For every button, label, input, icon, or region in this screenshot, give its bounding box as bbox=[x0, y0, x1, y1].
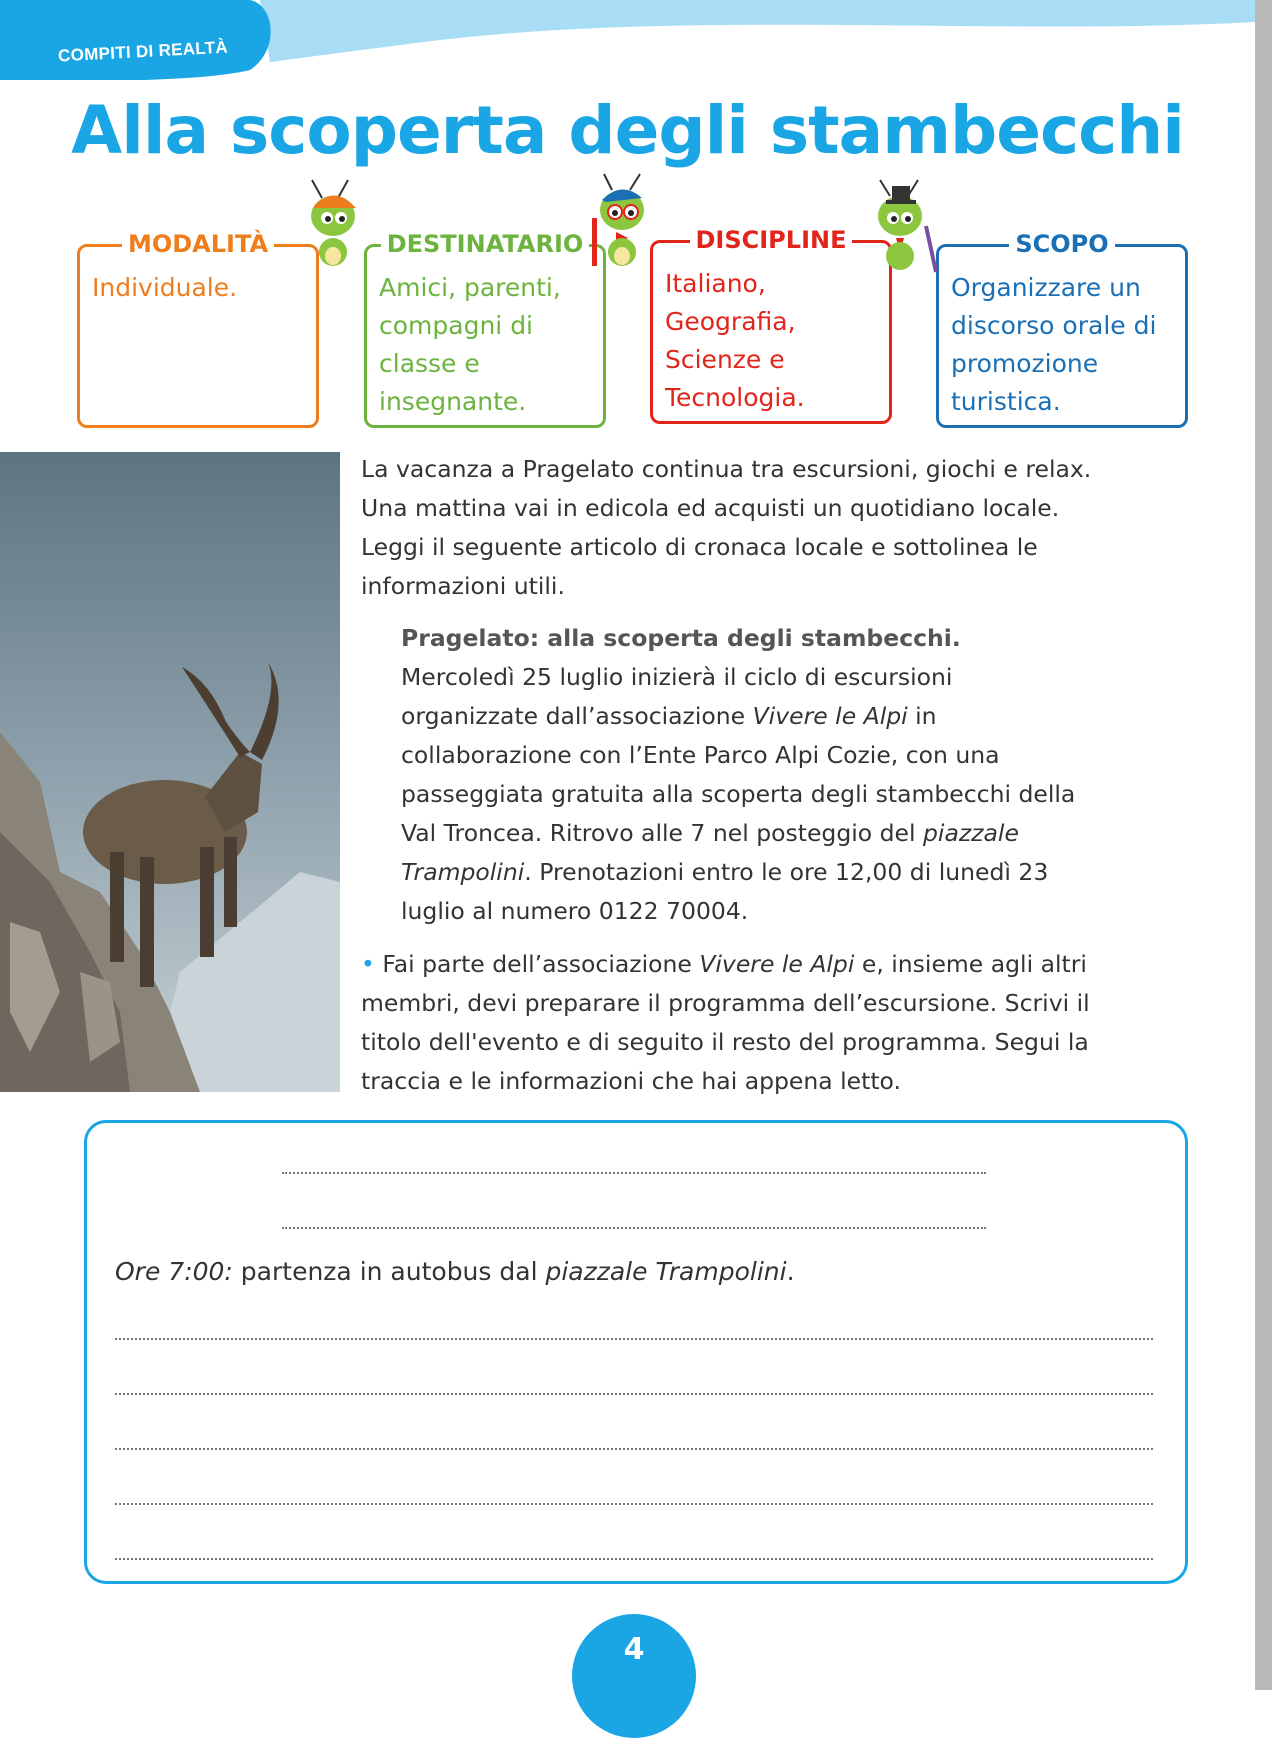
article-line: Mercoledì 25 luglio inizierà il ciclo di escursioni bbox=[401, 663, 953, 691]
box-modalita-label: MODALITÀ bbox=[122, 230, 274, 258]
article-line: luglio al numero 0122 70004. bbox=[401, 897, 749, 925]
page-number: 4 bbox=[623, 1632, 645, 1667]
ant-mascot-orange-cap-icon bbox=[300, 176, 370, 276]
box-discipline-text: Italiano, Geografia, Scienze e Tecnologia. bbox=[665, 269, 805, 412]
article-title: Pragelato: alla scoperta degli stambecchi. bbox=[401, 624, 961, 652]
schedule-line: Ore 7:00: partenza in autobus dal piazzale Trampolini. bbox=[115, 1257, 795, 1286]
program-blank-line[interactable] bbox=[115, 1393, 1153, 1395]
article bbox=[401, 619, 1181, 931]
section-tag: COMPITI DI REALTÀ bbox=[57, 37, 229, 66]
box-destinatario bbox=[364, 230, 606, 428]
box-discipline bbox=[650, 226, 892, 424]
ant-mascot-top-hat-icon bbox=[866, 176, 946, 276]
page-title: Alla scoperta degli stambecchi bbox=[71, 92, 1184, 169]
box-modalita-text: Individuale. bbox=[92, 273, 238, 302]
program-blank-line[interactable] bbox=[115, 1448, 1153, 1450]
box-destinatario-label: DESTINATARIO bbox=[381, 230, 590, 258]
task-line: membri, devi preparare il programma dell’escursione. Scrivi il bbox=[361, 989, 1090, 1017]
box-scopo bbox=[936, 230, 1188, 428]
ibex-photo bbox=[0, 452, 340, 1092]
article-line: organizzate dall’associazione Vivere le Alpi in bbox=[401, 702, 937, 730]
task-line: titolo dell'evento e di seguito il resto del programma. Segui la bbox=[361, 1028, 1089, 1056]
program-blank-line[interactable] bbox=[115, 1558, 1153, 1560]
page-edge bbox=[1255, 0, 1272, 1690]
article-line: Trampolini. Prenotazioni entro le ore 12,00 di lunedì 23 bbox=[401, 858, 1049, 886]
article-line: passeggiata gratuita alla scoperta degli stambecchi della bbox=[401, 780, 1076, 808]
title-blank-line[interactable] bbox=[282, 1227, 986, 1229]
title-blank-line[interactable] bbox=[282, 1172, 986, 1174]
bullet-icon: • bbox=[361, 950, 375, 978]
answer-box bbox=[84, 1120, 1188, 1584]
intro-line: La vacanza a Pragelato continua tra escursioni, giochi e relax. bbox=[361, 455, 1092, 483]
program-blank-line[interactable] bbox=[115, 1503, 1153, 1505]
task-paragraph bbox=[361, 945, 1181, 1101]
article-line: Val Troncea. Ritrovo alle 7 nel posteggio del piazzale bbox=[401, 819, 1019, 847]
intro-paragraph bbox=[361, 450, 1181, 606]
intro-line: Una mattina vai in edicola ed acquisti un quotidiano locale. bbox=[361, 494, 1060, 522]
page-number-badge bbox=[572, 1614, 696, 1738]
schedule-time: Ore 7:00: bbox=[115, 1257, 233, 1286]
intro-line: Leggi il seguente articolo di cronaca locale e sottolinea le bbox=[361, 533, 1038, 561]
ant-mascot-glasses-icon bbox=[586, 172, 666, 276]
box-discipline-label: DISCIPLINE bbox=[690, 226, 853, 254]
intro-line: informazioni utili. bbox=[361, 572, 565, 600]
box-destinatario-text: Amici, parenti, compagni di classe e insegnante. bbox=[379, 273, 561, 416]
task-line: • Fai parte dell’associazione Vivere le Alpi e, insieme agli altri bbox=[361, 950, 1087, 978]
box-scopo-label: SCOPO bbox=[1009, 230, 1114, 258]
box-scopo-text: Organizzare un discorso orale di promozione turistica. bbox=[951, 273, 1157, 416]
task-line: traccia e le informazioni che hai appena letto. bbox=[361, 1067, 901, 1095]
box-modalita bbox=[77, 230, 319, 428]
article-line: collaborazione con l’Ente Parco Alpi Cozie, con una bbox=[401, 741, 1000, 769]
program-blank-line[interactable] bbox=[115, 1338, 1153, 1340]
